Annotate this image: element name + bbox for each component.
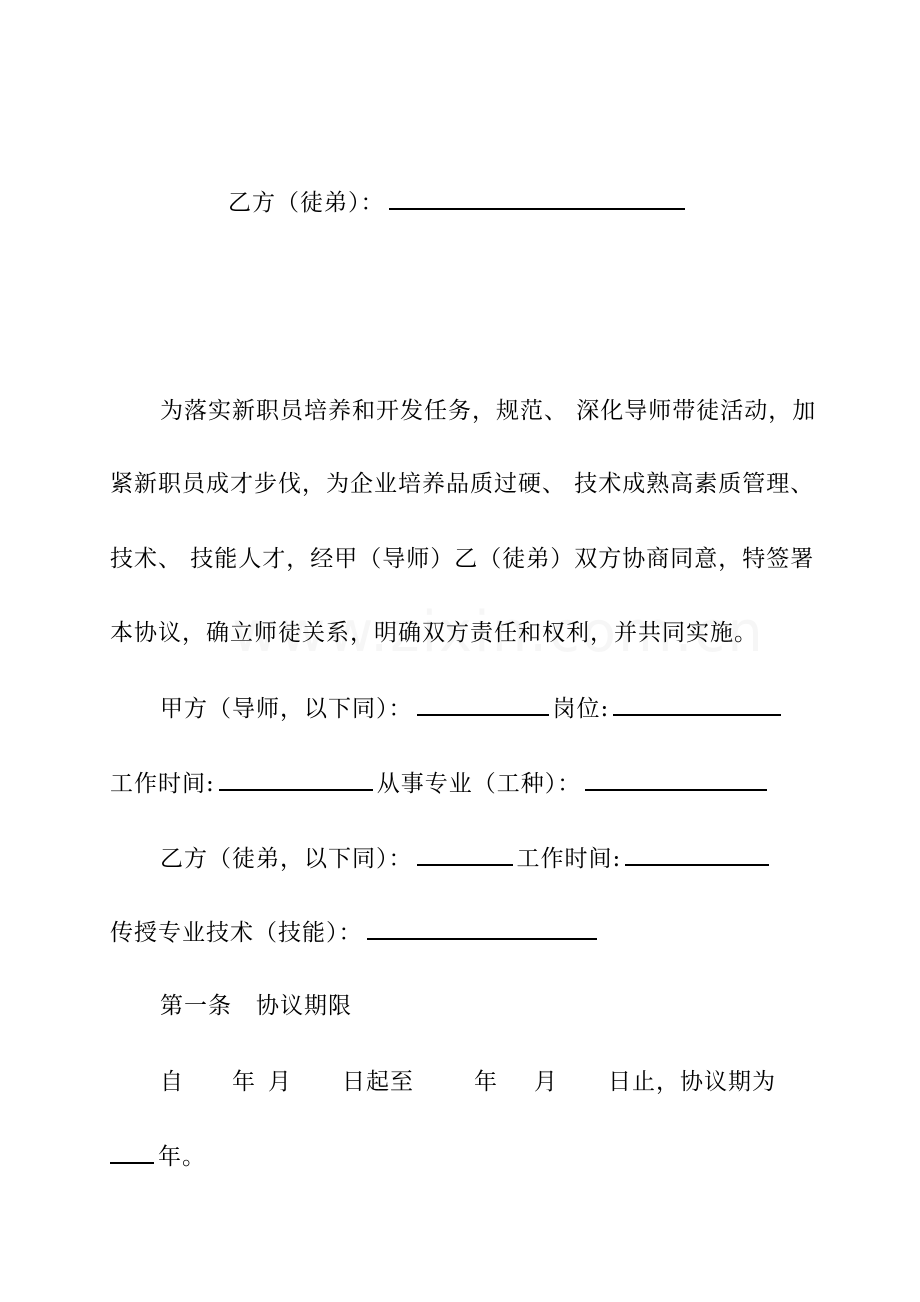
- work-time-label-b: 工作时间:: [516, 846, 622, 872]
- term-from: 自: [160, 1069, 184, 1095]
- skill-label: 传授专业技术（技能）：: [110, 920, 363, 946]
- specialty-label: 从事专业（工种）：: [376, 771, 582, 797]
- intro-line-1: 为落实新职员培养和开发任务，规范、 深化导师带徒活动，加: [160, 398, 817, 424]
- term-year-1: 年: [232, 1069, 256, 1095]
- term-year-unit: 年。: [158, 1144, 206, 1170]
- party-b-label: 乙方（徒弟）：: [228, 190, 385, 216]
- work-time-row: [110, 767, 771, 799]
- term-month-2: 月: [534, 1069, 558, 1095]
- party-b-row: [160, 842, 773, 874]
- party-b-detail-label: 乙方（徒弟，以下同）：: [160, 846, 413, 872]
- position-blank[interactable]: [613, 692, 781, 716]
- work-time-b-blank[interactable]: [625, 842, 769, 866]
- work-time-label: 工作时间:: [110, 771, 215, 797]
- party-a-name-blank[interactable]: [417, 692, 549, 716]
- term-day-start: 日起至: [342, 1069, 414, 1095]
- intro-line-3: 技术、 技能人才，经甲（导师）乙（徒弟）双方协商同意，特签署: [110, 546, 815, 572]
- party-b-signature-line: [228, 186, 689, 218]
- party-b-signature-blank[interactable]: [389, 186, 685, 210]
- work-time-blank[interactable]: [219, 767, 373, 791]
- term-period-row: [110, 1140, 206, 1172]
- term-row: [160, 1067, 776, 1097]
- position-label: 岗位:: [552, 696, 610, 722]
- term-month-1: 月: [268, 1069, 292, 1095]
- article-1-title: 第一条 协议期限: [160, 993, 352, 1019]
- skill-blank[interactable]: [367, 916, 597, 940]
- party-a-row: [160, 692, 785, 724]
- skill-row: [110, 916, 601, 948]
- term-years-blank[interactable]: [110, 1140, 154, 1164]
- term-day-end: 日止，协议期为: [608, 1069, 776, 1095]
- intro-line-4: 本协议，确立师徒关系，明确双方责任和权利，并共同实施。: [110, 620, 758, 646]
- intro-line-2: 紧新职员成才步伐，为企业培养品质过硬、 技术成熟高素质管理、: [110, 471, 815, 497]
- term-year-2: 年: [474, 1069, 498, 1095]
- party-b-name-blank[interactable]: [417, 842, 513, 866]
- specialty-blank[interactable]: [585, 767, 767, 791]
- party-a-label: 甲方（导师，以下同）：: [160, 696, 413, 722]
